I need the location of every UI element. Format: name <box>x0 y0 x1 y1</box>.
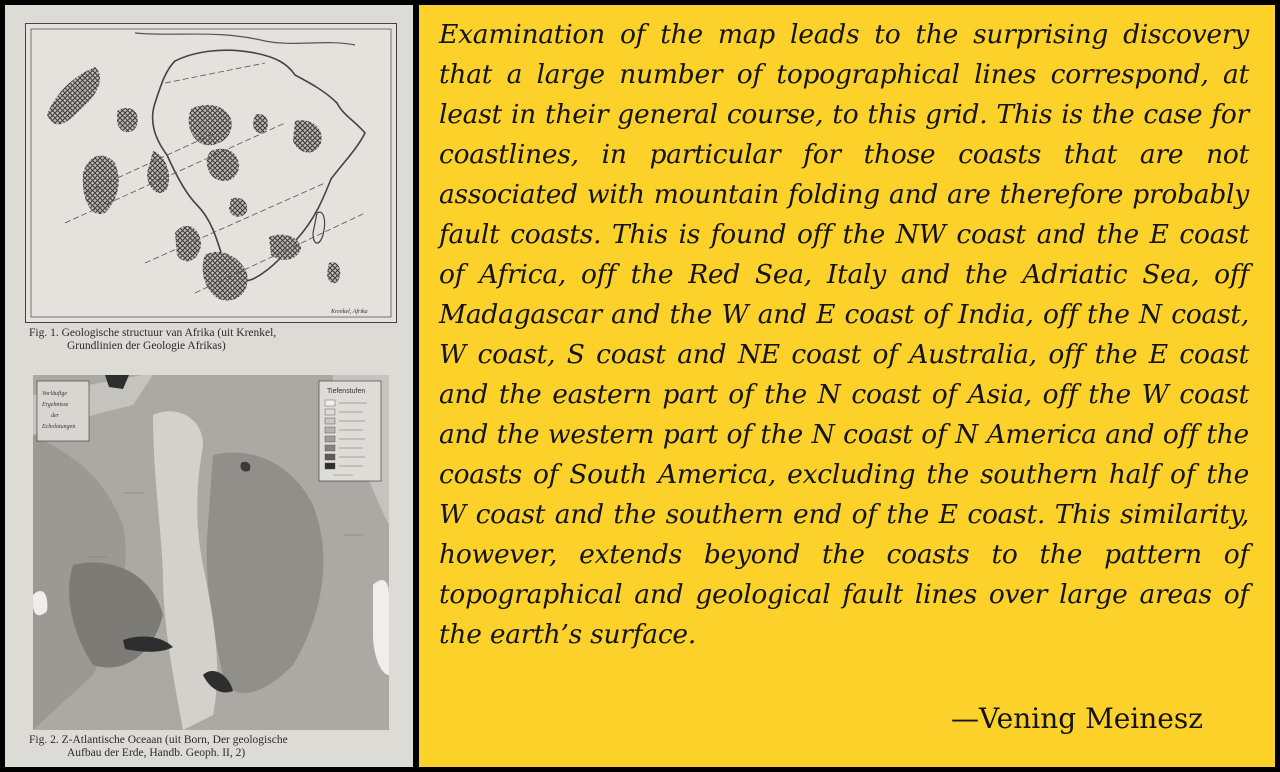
map-credit: Krenkel, Afrika <box>331 309 368 315</box>
figure1-caption-line2: Grundlinien der Geologie Afrikas) <box>67 340 226 352</box>
south-atlantic-bathymetry-map <box>33 375 389 730</box>
inset-label-4: Echolotungen <box>42 424 76 430</box>
figure1-caption <box>29 327 394 353</box>
inset-label-1: Vorläufige <box>42 391 67 397</box>
inset-label-3: der <box>51 413 59 419</box>
figure2-caption-line1: Fig. 2. Z-Atlantische Oceaan (uit Born, Der geologische <box>29 734 288 746</box>
inset-label-2: Ergebnisse <box>42 402 69 408</box>
scanned-figures-panel <box>5 5 413 767</box>
figure2-caption-line2: Aufbau der Erde, Handb. Geoph. II, 2) <box>67 747 246 759</box>
depth-legend <box>319 381 381 481</box>
quote-text: Examination of the map leads to the surprising discovery that a large number of topographical lines correspond, at least in their general course, to this grid. This is the case for coastlines, in particular for those coasts that are not associated with mountain folding and are therefore probably fault coasts. This is found off the NW coast and the E coast of Africa, off the Red Sea, Italy and the Adriatic Sea, off Madagascar and the W and E coast of India, off the N coast, W coast, S coast and NE coast of Australia, off the E coast and the eastern part of the N coast of Asia, off the W coast and the western part of the N coast of N America and off the coasts of South America, excluding the southern half of the W coast and the southern end of the E coast. This similarity, however, extends beyond the coasts to the pattern of topographical and geological fault lines over large areas of the earth’s surface. <box>439 19 1249 650</box>
figure2-caption <box>29 734 394 760</box>
figure1-caption-line1: Fig. 1. Geologische structuur van Afrika (uit Krenkel, <box>29 327 277 339</box>
quote-attribution: —Vening Meinesz <box>951 702 1203 735</box>
legend-title: Tiefenstufen <box>327 388 366 395</box>
quote-panel <box>419 5 1275 767</box>
africa-geology-map <box>25 23 397 323</box>
